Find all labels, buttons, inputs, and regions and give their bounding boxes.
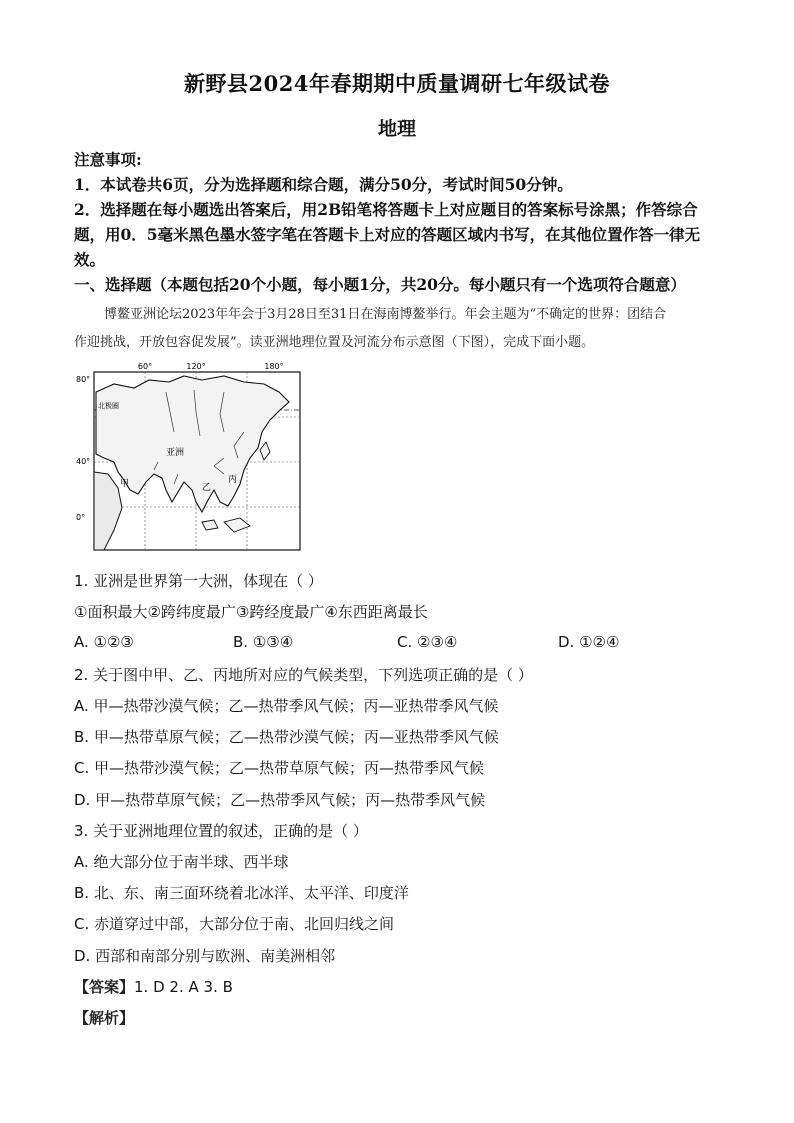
passage-line-2: 作迎挑战，开放包容促发展”。读亚洲地理位置及河流分布示意图（下图），完成下面小题。	[74, 335, 595, 350]
q2-option-b: B. 甲—热带草原气候；乙—热带沙漠气候；丙—亚热带季风气候	[74, 728, 499, 746]
q3-stem: 3. 关于亚洲地理位置的叙述，正确的是（ ）	[74, 822, 368, 840]
label-jia: 甲	[120, 479, 130, 489]
lon-label-60: 60°	[137, 362, 153, 371]
q1-statements: ①面积最大②跨纬度最广③跨经度最广④东西距离最长	[74, 603, 428, 621]
answer-values: 1. D 2. A 3. B	[134, 978, 233, 996]
q2-option-a: A. 甲—热带沙漠气候；乙—热带季风气候；丙—亚热带季风气候	[74, 697, 499, 715]
label-yi: 乙	[202, 483, 212, 493]
asia-map-figure	[74, 362, 310, 558]
q3-option-d: D. 西部和南部分别与欧洲、南美洲相邻	[74, 947, 336, 965]
q3-option-c: C. 赤道穿过中部，大部分位于南、北回归线之间	[74, 915, 395, 933]
notice-line-2a: 2．选择题在每小题选出答案后，用2B铅笔将答题卡上对应题目的答案标号涂黑；作答综合	[74, 200, 698, 219]
q2-option-c: C. 甲—热带沙漠气候；乙—热带草原气候；丙—热带季风气候	[74, 759, 485, 777]
label-bing: 丙	[228, 475, 238, 485]
subject-title: 地理	[377, 118, 416, 140]
label-asia: 亚洲	[166, 448, 185, 458]
answer-line	[74, 976, 233, 997]
exam-title: 新野县2024年春期期中质量调研七年级试卷	[184, 71, 610, 96]
notice-line-2b: 题，用0．5毫米黑色墨水签字笔在答题卡上对应的答题区域内书写，在其他位置作答一律无	[74, 225, 701, 244]
notice-line-1: 1．本试卷共6页，分为选择题和综合题，满分50分，考试时间50分钟。	[74, 175, 573, 194]
q1-option-b: B. ①③④	[233, 633, 294, 651]
lat-label-40: 40°	[76, 457, 91, 466]
q3-option-a: A. 绝大部分位于南半球、西半球	[74, 853, 289, 871]
lon-label-180: 180°	[264, 362, 284, 371]
q2-stem: 2. 关于图中甲、乙、丙地所对应的气候类型，下列选项正确的是（ ）	[74, 666, 533, 684]
section-heading: 一、选择题（本题包括20个小题，每小题1分，共20分。每小题只有一个选项符合题意）	[74, 275, 686, 294]
notice-heading: 注意事项:	[74, 150, 142, 169]
lon-label-120: 120°	[186, 362, 206, 371]
notice-line-2c: 效。	[74, 250, 106, 269]
answer-tag: 【答案】	[74, 978, 135, 996]
q1-stem: 1. 亚洲是世界第一大洲，体现在（ ）	[74, 572, 323, 590]
q1-option-a: A. ①②③	[74, 633, 134, 651]
passage-line-1: 博鳌亚洲论坛2023年年会于3月28日至31日在海南博鳌举行。年会主题为“不确定的世界：团结合	[104, 307, 667, 322]
asia-map-svg	[74, 362, 310, 558]
q2-option-d: D. 甲—热带草原气候；乙—热带季风气候；丙—热带季风气候	[74, 791, 486, 809]
analysis-tag: 【解析】	[74, 1009, 135, 1027]
lat-label-0: 0°	[76, 513, 86, 522]
label-arctic-circle: 北极圈	[98, 402, 119, 410]
lat-label-80: 80°	[76, 375, 91, 384]
q1-option-d: D. ①②④	[558, 633, 620, 651]
q1-option-c: C. ②③④	[397, 633, 458, 651]
q3-option-b: B. 北、东、南三面环绕着北冰洋、太平洋、印度洋	[74, 884, 409, 902]
